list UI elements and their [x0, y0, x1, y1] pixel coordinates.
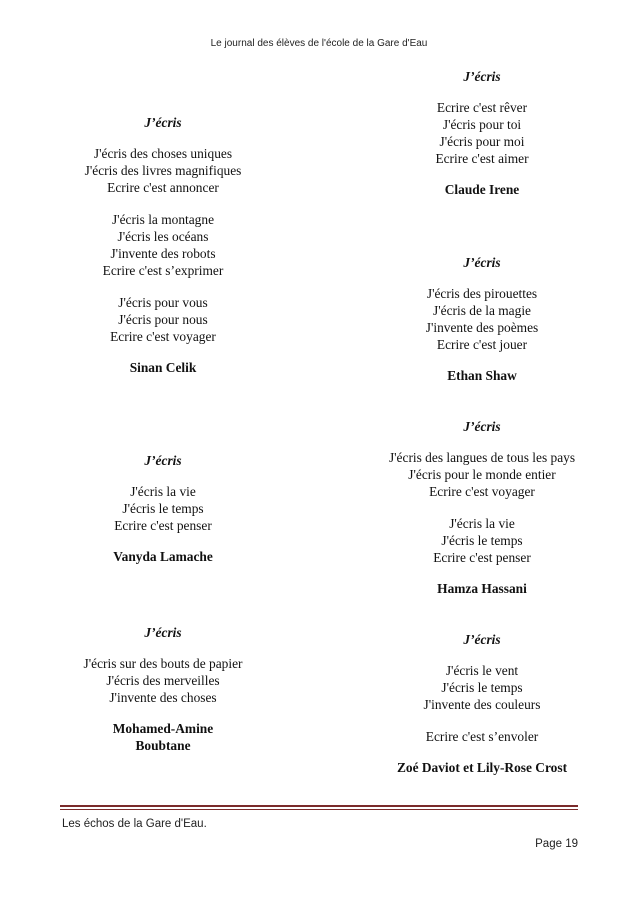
poem-line: J'écris le temps	[441, 680, 523, 695]
poem-author: Vanyda Lamache	[113, 549, 213, 564]
poem-title: J’écris	[144, 453, 182, 468]
poem-line: Ecrire c'est aimer	[435, 151, 529, 166]
poem-title: J’écris	[463, 255, 501, 270]
poem-line: Ecrire c'est jouer	[436, 337, 528, 352]
poem-line: Ecrire c'est voyager	[429, 484, 535, 499]
poem-author: Mohamed-Amine Boubtane	[112, 721, 214, 753]
poem-line: J'écris le vent	[445, 663, 519, 678]
poem-line: J'écris la vie	[449, 516, 515, 531]
poem-author: Hamza Hassani	[437, 581, 527, 596]
poem-line: Ecrire c'est s’envoler	[425, 729, 539, 744]
poem-line: Ecrire c'est s’exprimer	[102, 263, 224, 278]
poem-vanyda-lamache	[40, 452, 286, 565]
poem-line: Ecrire c'est voyager	[110, 329, 216, 344]
poem-author: Sinan Celik	[129, 360, 197, 375]
poem-title: J’écris	[463, 419, 501, 434]
poem-line: J'écris de la magie	[433, 303, 531, 318]
poem-line: J'écris les océans	[117, 229, 209, 244]
footer-publication: Les échos de la Gare d'Eau.	[62, 818, 207, 830]
poem-line: Ecrire c'est rêver	[436, 100, 528, 115]
poem-line: J'écris des livres magnifiques	[84, 163, 242, 178]
poem-line: J'écris des choses uniques	[93, 146, 233, 161]
poem-line: J'écris pour le monde entier	[408, 467, 556, 482]
poem-line: J'écris pour vous	[118, 295, 208, 310]
poem-mohamed-amine-boubtane	[40, 624, 286, 754]
poem-ethan-shaw	[352, 254, 612, 384]
poem-claude-irene	[352, 68, 612, 198]
poem-zoe-daviot-lily-rose-crost	[352, 631, 612, 776]
poem-line: J'écris le temps	[441, 533, 523, 548]
stanza-gap	[40, 279, 286, 294]
poem-author: Ethan Shaw	[447, 368, 517, 383]
footer-rule-thick	[60, 805, 578, 807]
page-number: Page 19	[535, 838, 578, 850]
poem-line: Ecrire c'est penser	[433, 550, 531, 565]
poem-line: Ecrire c'est annoncer	[107, 180, 219, 195]
poem-line: J'écris le temps	[122, 501, 204, 516]
poem-line: J'écris pour toi	[442, 117, 522, 132]
poem-line: J'écris des merveilles	[106, 673, 220, 688]
stanza-gap	[352, 500, 612, 515]
poem-title: J’écris	[463, 69, 501, 84]
poem-line: J'écris pour nous	[118, 312, 208, 327]
stanza-gap	[40, 196, 286, 211]
poem-line: J'écris des langues de tous les pays	[388, 450, 576, 465]
poem-line: J'écris la vie	[130, 484, 196, 499]
poem-sinan-celik	[40, 114, 286, 376]
poem-line: Ecrire c'est penser	[114, 518, 212, 533]
poem-line: J'écris sur des bouts de papier	[83, 656, 243, 671]
running-header: Le journal des élèves de l'école de la Gare d'Eau	[210, 38, 428, 49]
poem-title: J’écris	[144, 625, 182, 640]
poem-author: Claude Irene	[444, 182, 520, 197]
footer-rule-thin	[60, 809, 578, 810]
poem-title: J’écris	[463, 632, 501, 647]
poem-line: J'écris des pirouettes	[426, 286, 538, 301]
poem-hamza-hassani	[352, 418, 612, 597]
poem-title: J’écris	[144, 115, 182, 130]
poem-line: J'écris pour moi	[439, 134, 525, 149]
poem-line: J'invente des couleurs	[423, 697, 541, 712]
stanza-gap	[352, 713, 612, 728]
poem-author: Zoé Daviot et Lily-Rose Crost	[396, 760, 568, 775]
poem-line: J'écris la montagne	[111, 212, 215, 227]
poem-line: J'invente des robots	[110, 246, 216, 261]
poem-line: J'invente des poèmes	[425, 320, 539, 335]
poem-line: J'invente des choses	[109, 690, 217, 705]
